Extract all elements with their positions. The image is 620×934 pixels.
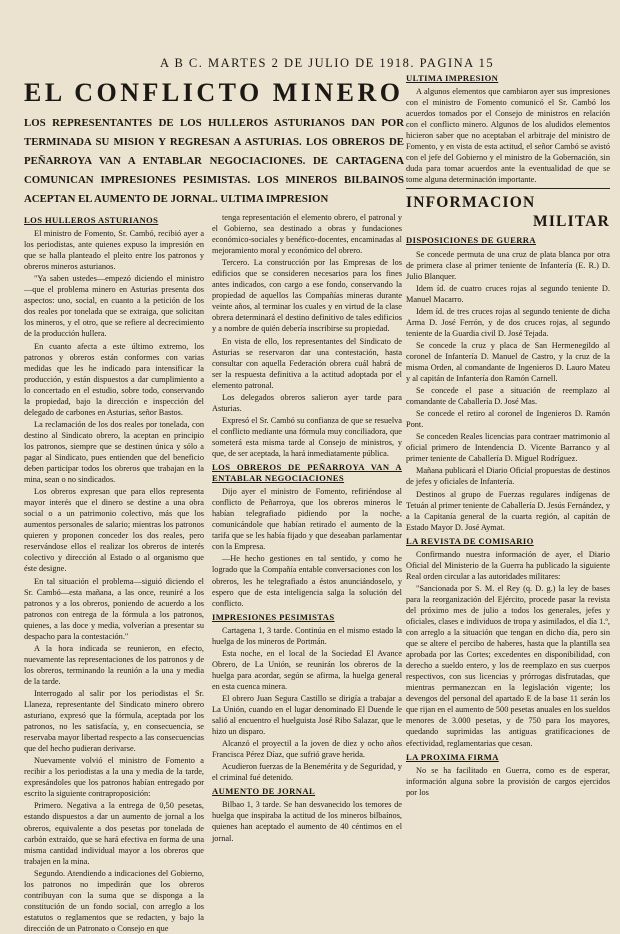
paragraph: Cartagena 1, 3 tarde. Continúa en el mismo estado la huelga de los mineros de Portmán.	[212, 625, 402, 646]
divider	[406, 188, 610, 189]
section-heading-ultima: ULTIMA IMPRESION	[406, 73, 499, 83]
paragraph: Se concede el pase a situación de reemplazo al comandante de Caballería D. José Mas.	[406, 386, 610, 407]
section-heading-disposiciones: DISPOSICIONES DE GUERRA	[406, 235, 537, 246]
paragraph: Tercero. La construcción por las Empresas de los edificios que se consideren necesarios para los fines antes indicados, con cargo a ese fondo, conservando la propiedad de aquellos las Compañías mineras durante veinte años, al terminar los cuales y en virtud de la clase obrera determinará el destino definitivo de tales edificios y a nombre de quién debería inscribirse su propiedad.	[212, 258, 402, 334]
paragraph: El ministro de Fomento, Sr. Cambó, recibió ayer a los periodistas, ante quienes expuso la impresión en que se halla planteado el pleito entre los patronos y obreros mineros asturianos.	[24, 229, 204, 272]
paragraph: La reclamación de los dos reales por tonelada, con destino al Sindicato obrero, la aceptan en principio los patronos, siempre que se destinen única y sólo a pagar al Sindicato, pues entienden que del beneficio deben participar todos los obreros que trabajan en la mina, sean o no sindicados.	[24, 419, 204, 485]
article-subheadline: LOS REPRESENTANTES DE LOS HULLEROS ASTURIANOS DAN POR TERMINADA SU MISION Y REGRESAN A ASTURIAS. LOS OBREROS DE PEÑARROYA VAN A ENTABLAR NEGOCIACIONES. DE CARTAGENA COMUNICAN IMPRESIONES PESIMISTAS. LOS MINEROS BILBAINOS ACEPTAN EL AUMENTO DE JORNAL. ULTIMA IMPRESION	[24, 117, 404, 205]
column-1	[24, 212, 204, 933]
section-heading-aumento: AUMENTO DE JORNAL	[212, 786, 316, 797]
section-heading-hulleros: LOS HULLEROS ASTURIANOS	[24, 215, 159, 225]
section-title-informacion-militar	[406, 193, 610, 231]
paragraph: Esta noche, en el local de la Sociedad El Avance Obrero, de La Unión, se reunirán los obreros de la huelga para acordar, según se afirma, la huelga general en esta cuenca minera.	[212, 648, 402, 691]
paragraph: Se conceden Reales licencias para contraer matrimonio al oficial primero de Intendencia D. Vicente Barranco y al primer teniente de Caballería D. Miguel Rodríguez.	[406, 432, 610, 464]
paragraph: Expresó el Sr. Cambó su confianza de que se resuelva el conflicto mediante una fórmula muy conciliadora, que someterá esta misma tarde al Consejo de ministros, y que, de ser aceptada, la hará inmediatamente pública.	[212, 415, 402, 458]
paragraph: Destinos al grupo de Fuerzas regulares indígenas de Tetuán al primer teniente de Caballería D. Jesús Fernández, y a la Capitanía general de la cuarta región, al capitán de Estado Mayor D. José Aymat.	[406, 489, 610, 532]
paragraph: Se concede la cruz y placa de San Hermenegildo al coronel de Infantería D. Manuel de Castro, y la cruz de la misma Orden, al comandante de Ingenieros D. Lauro Mateu y al capitán de Infantería don Ramón Carnell.	[406, 340, 610, 384]
paragraph: Los delegados obreros salieron ayer tarde para Asturias.	[212, 392, 402, 413]
paragraph: Nuevamente volvió el ministro de Fomento a recibir a los periodistas a la una y media de la tarde, expresándoles que los patronos habían entregado por escrito la siguiente contraproposición:	[24, 756, 204, 799]
paragraph: En tal situación el problema—siguió diciendo el Sr. Cambó—esta mañana, a las once, reuniré a los patronos y a los obreros, poniendo de acuerdo a los patronos con entrega de la fórmula a los patronos, quienes, a las doce y media, volverían a presentar su despacho para la contestación."	[24, 576, 204, 641]
section-title-line-1: INFORMACION	[406, 194, 536, 212]
paragraph: Se concede el retiro al coronel de Ingenieros D. Ramón Pont.	[406, 409, 610, 430]
paragraph: No se ha facilitado en Guerra, como es de esperar, información alguna sobre la provisión de cargos ejercidos por los	[406, 765, 610, 797]
paragraph: Idem íd. de cuatro cruces rojas al segundo teniente D. Manuel Macarro.	[406, 283, 610, 304]
paragraph: Bilbao 1, 3 tarde. Se han desvanecido los temores de huelga que inspiraba la actitud de los mineros bilbaínos, quienes han aceptado el aumento de 40 céntimos en el jornal.	[212, 800, 402, 843]
paragraph: Idem íd. de tres cruces rojas al segundo teniente de dicha Arma D. José Ferrón, y de dos cruces rojas, al segundo teniente de la Guardia civil D. José Tejada.	[406, 306, 610, 338]
paragraph: Dijo ayer el ministro de Fomento, refiriéndose al conflicto de Peñarroya, que los obreros mineros le habían telegrafiado pidiendo por la noche, comunicándole que habían retirado el aumento de la tarifa que se les había fijado y que deseaban parlamentar con la Empresa.	[212, 487, 402, 552]
paragraph: Primero. Negativa a la entrega de 0,50 pesetas, estando dispuestos a dar un aumento de jornal a los obreros, equivalente a dos pesetas por tonelada de carbón extraído, que se hará efectiva en forma de una misma cantidad individual mayor a los obreros que trabajen en la mina.	[24, 801, 204, 866]
section-title-line-2: MILITAR	[532, 213, 610, 231]
running-head: A B C. MARTES 2 DE JULIO DE 1918. PAGINA 15	[160, 56, 495, 70]
column-2	[212, 212, 402, 852]
paragraph: Confirmando nuestra información de ayer, el Diario Oficial del Ministerio de la Guerra ha publicado la siguiente Real orden circular a las autoridades militares:	[406, 549, 610, 581]
paragraph: Los obreros expresan que para ellos representa mayor interés que el dinero se destine a una obra social o a un patrimonio colectivo, más que los aumentos personales de salario; mientras los patronos quieren y proponen conceder los dos reales, pero reservándose ellos el realizar los obreros de interés colectivo y dirección al Estado o al organismo que éste designe.	[24, 487, 204, 574]
section-heading-impresiones: IMPRESIONES PESIMISTAS	[212, 611, 335, 622]
paragraph: "Ya saben ustedes—empezó diciendo el ministro—que el problema minero en Asturias presenta dos aspectos: uno, social, en cuanto a la petición de los dos reales por tonelada que se extraiga, que solicitan los mineros, y el otro, que se refiere al decrecimiento de la producción hullera.	[24, 274, 204, 339]
paragraph: A algunos elementos que cambiaron ayer sus impresiones con el ministro de Fomento comunicó el Sr. Cambó los acuerdos tomados por el Consejo de ministros en relación con el conflicto minero. Algunos de los aludidos elementos hicieron saber que no aceptaban el arbitraje del ministro de Fomento, y en vista de esta actitud, el señor Cambó se avistó con el jefe del Gobierno y el ministro de la Gobernación, sin duda para tomar acuerdos ante la eventualidad de que se tome alguna determinación importante.	[406, 87, 610, 185]
paragraph: Acudieron fuerzas de la Benemérita y de Seguridad, y el criminal fué detenido.	[212, 762, 402, 783]
section-heading-penarroya: LOS OBREROS DE PEÑARROYA VAN A ENTABLAR NEGOCIACIONES	[212, 462, 402, 484]
paragraph: "Sancionada por S. M. el Rey (q. D. g.) la ley de bases para la reorganización del Ejército, procede pasar la revista del próximo mes de julio a todos los generales, jefes y oficiales, clases e individuos de tropa y asimilados, el día 1.º, con arreglo a la situación que tengan en dicho día, pero sin que se altere el percibo de haberes, hasta que la plantilla sea aprobada por las Cortes; excedentes en disponibilidad, con derecho a sueldo entero, y los de reemplazo en sus cuerpos respectivos, con sus licencias y prórrogas disfrutadas, que mientras permanezcan en la legislación vigente; los devengos del personal del apartado E de la base 11 serán los que rijan en el aumento de 500 pesetas anuales en los sueldos menores de 3.000 pesetas, y de 750 para los mayores, quedando suprimidas las antiguas gratificaciones de efectividad, reglamentarias que cesan.	[406, 583, 610, 748]
paragraph: En cuanto afecta a este último extremo, los patronos y obreros están conformes con varias medidas que les he indicado para intensificar la producción, y están dispuestos a dar cumplimiento a lo concertado en el estudio, sobre todo, conservando la propiedad, bajo la dirección e inspección del delegado de carbones en Asturias, señor Bastos.	[24, 341, 204, 417]
paragraph: Segundo. Atendiendo a indicaciones del Gobierno, los patronos no impedirán que los obreros contribuyan con la suma que se disponga a la constitución de un fondo social, con arreglo a los estatutos o reglamentos que se redacten, y bajo la dirección de un Patronato o Consejo en que	[24, 868, 204, 933]
paragraph: tenga representación el elemento obrero, el patronal y el Gobierno, sea destinado a obras y fundaciones económico-sociales y benéfico-docentes, encaminadas al mejoramiento moral y económico del obrero.	[212, 213, 402, 256]
column-3	[406, 70, 610, 860]
paragraph: Mañana publicará el Diario Oficial propuestas de destinos de jefes y oficiales de Infantería.	[406, 466, 610, 487]
paragraph: Interrogado al salir por los periodistas el Sr. Llaneza, representante del Sindicato minero obrero asturiano, expresó que la fórmula, aceptada por los patronos, no les satisfacía, y, en consecuencia, se reservaba mayor libertad respecto a las consecuencias que del hecho pudieran derivarse.	[24, 688, 204, 754]
paragraph: —He hecho gestiones en tal sentido, y como he logrado que la Compañía entable conversaciones con los obreros, les he telegrafiado a éstos anunciándoselo, y espero que de esta inteligencia salga la solución del conflicto.	[212, 554, 402, 608]
section-heading-proxima-firma: LA PROXIMA FIRMA	[406, 751, 499, 762]
paragraph: El obrero Juan Segura Castillo se dirigía a trabajar a La Unión, cuando en el lugar denominado El Duende le salió al encuentro el huelguista José Ribo Salazar, que le hizo un disparo.	[212, 693, 402, 737]
paragraph: A la hora indicada se reunieron, en efecto, nuevamente las representaciones de los patronos y de los obreros, terminando la reunión a la una y media de la tarde.	[24, 643, 204, 686]
paragraph: Alcanzó el proyectil a la joven de diez y ocho años Francisca Pérez Díaz, que sufrió grave herida.	[212, 739, 402, 760]
paragraph: Se concede permuta de una cruz de plata blanca por otra de primera clase al primer teniente de Infantería (E. R.) D. Julio Blanquer.	[406, 249, 610, 281]
article-title: EL CONFLICTO MINERO	[24, 78, 404, 107]
paragraph: En vista de ello, los representantes del Sindicato de Asturias se reservaron dar una contestación, hasta consultar con aquella Federación obrera cuál habrá de ser la respuesta definitiva a la actitud adoptada por el elemento patronal.	[212, 336, 402, 390]
section-heading-revista: LA REVISTA DE COMISARIO	[406, 535, 534, 546]
